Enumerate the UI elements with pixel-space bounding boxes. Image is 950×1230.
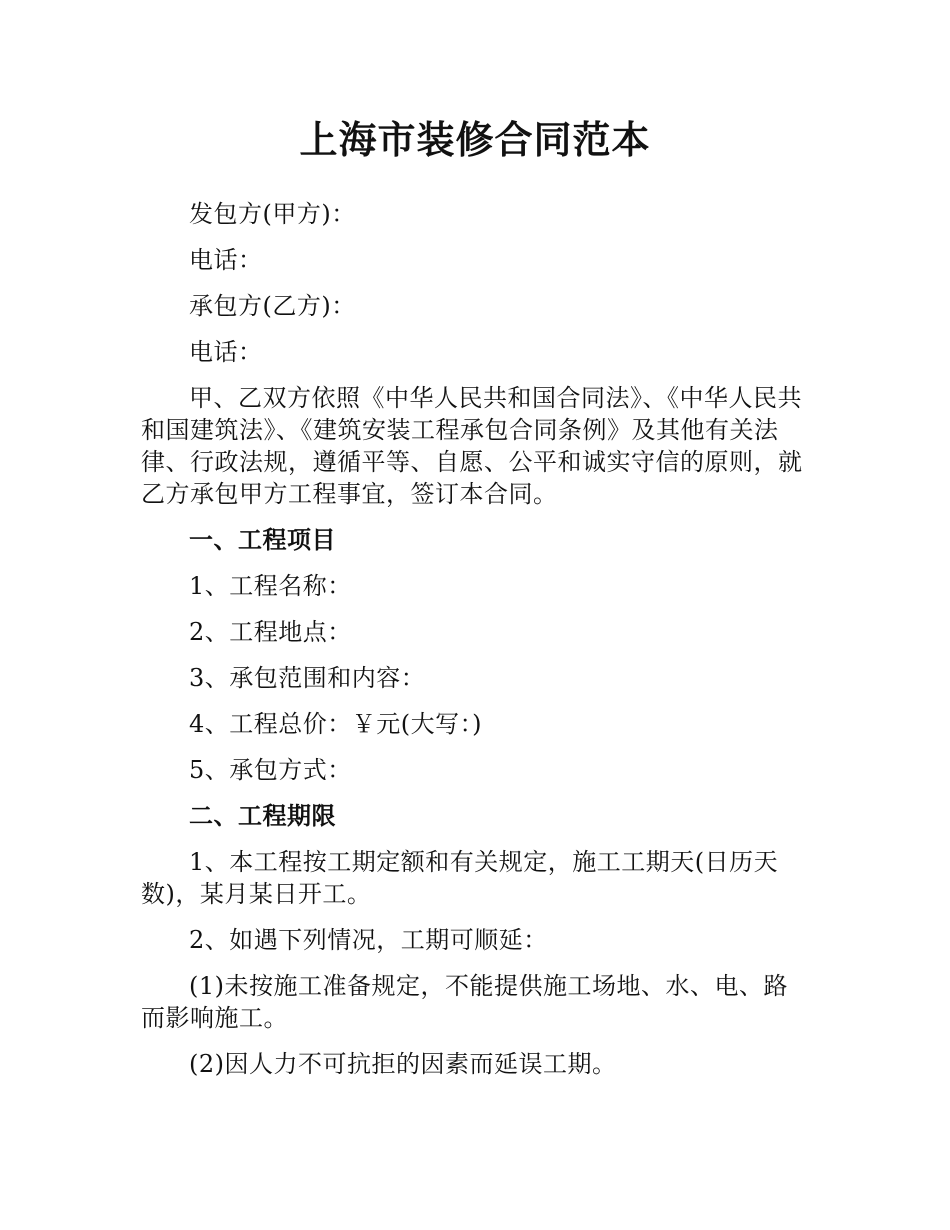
list-item: 3、承包范围和内容： bbox=[189, 664, 426, 692]
list-item: (1)未按施工准备规定，不能提供施工场地、水、电、路而影响施工。 bbox=[141, 972, 788, 1032]
list-item: (2)因人力不可抗拒的因素而延误工期。 bbox=[189, 1050, 617, 1078]
party-b-label: 承包方(乙方)： bbox=[189, 292, 356, 320]
party-a-label: 发包方(甲方)： bbox=[189, 200, 356, 228]
list-item: 4、工程总价：￥元(大写：) bbox=[189, 710, 482, 738]
party-b-phone: 电话： bbox=[189, 338, 263, 366]
list-item: 5、承包方式： bbox=[189, 756, 352, 784]
list-item: 1、本工程按工期定额和有关规定，施工工期天(日历天数)，某月某日开工。 bbox=[141, 848, 779, 908]
party-a-phone: 电话： bbox=[189, 246, 263, 274]
list-item: 2、工程地点： bbox=[189, 618, 352, 646]
document-title: 上海市装修合同范本 bbox=[299, 118, 651, 162]
preamble-paragraph: 甲、乙双方依照《中华人民共和国合同法》、《中华人民共和国建筑法》、《建筑安装工程承包合同条例》及其他有关法律、行政法规，遵循平等、自愿、公平和诚实守信的原则，就乙方承包甲方工程事宜，签订本合同。 bbox=[141, 384, 803, 508]
list-item: 1、工程名称： bbox=[189, 572, 352, 600]
section-heading-project: 一、工程项目 bbox=[189, 526, 336, 554]
list-item: 2、如遇下列情况，工期可顺延： bbox=[189, 926, 548, 954]
document-body bbox=[141, 198, 811, 1094]
section-heading-period: 二、工程期限 bbox=[189, 802, 336, 830]
